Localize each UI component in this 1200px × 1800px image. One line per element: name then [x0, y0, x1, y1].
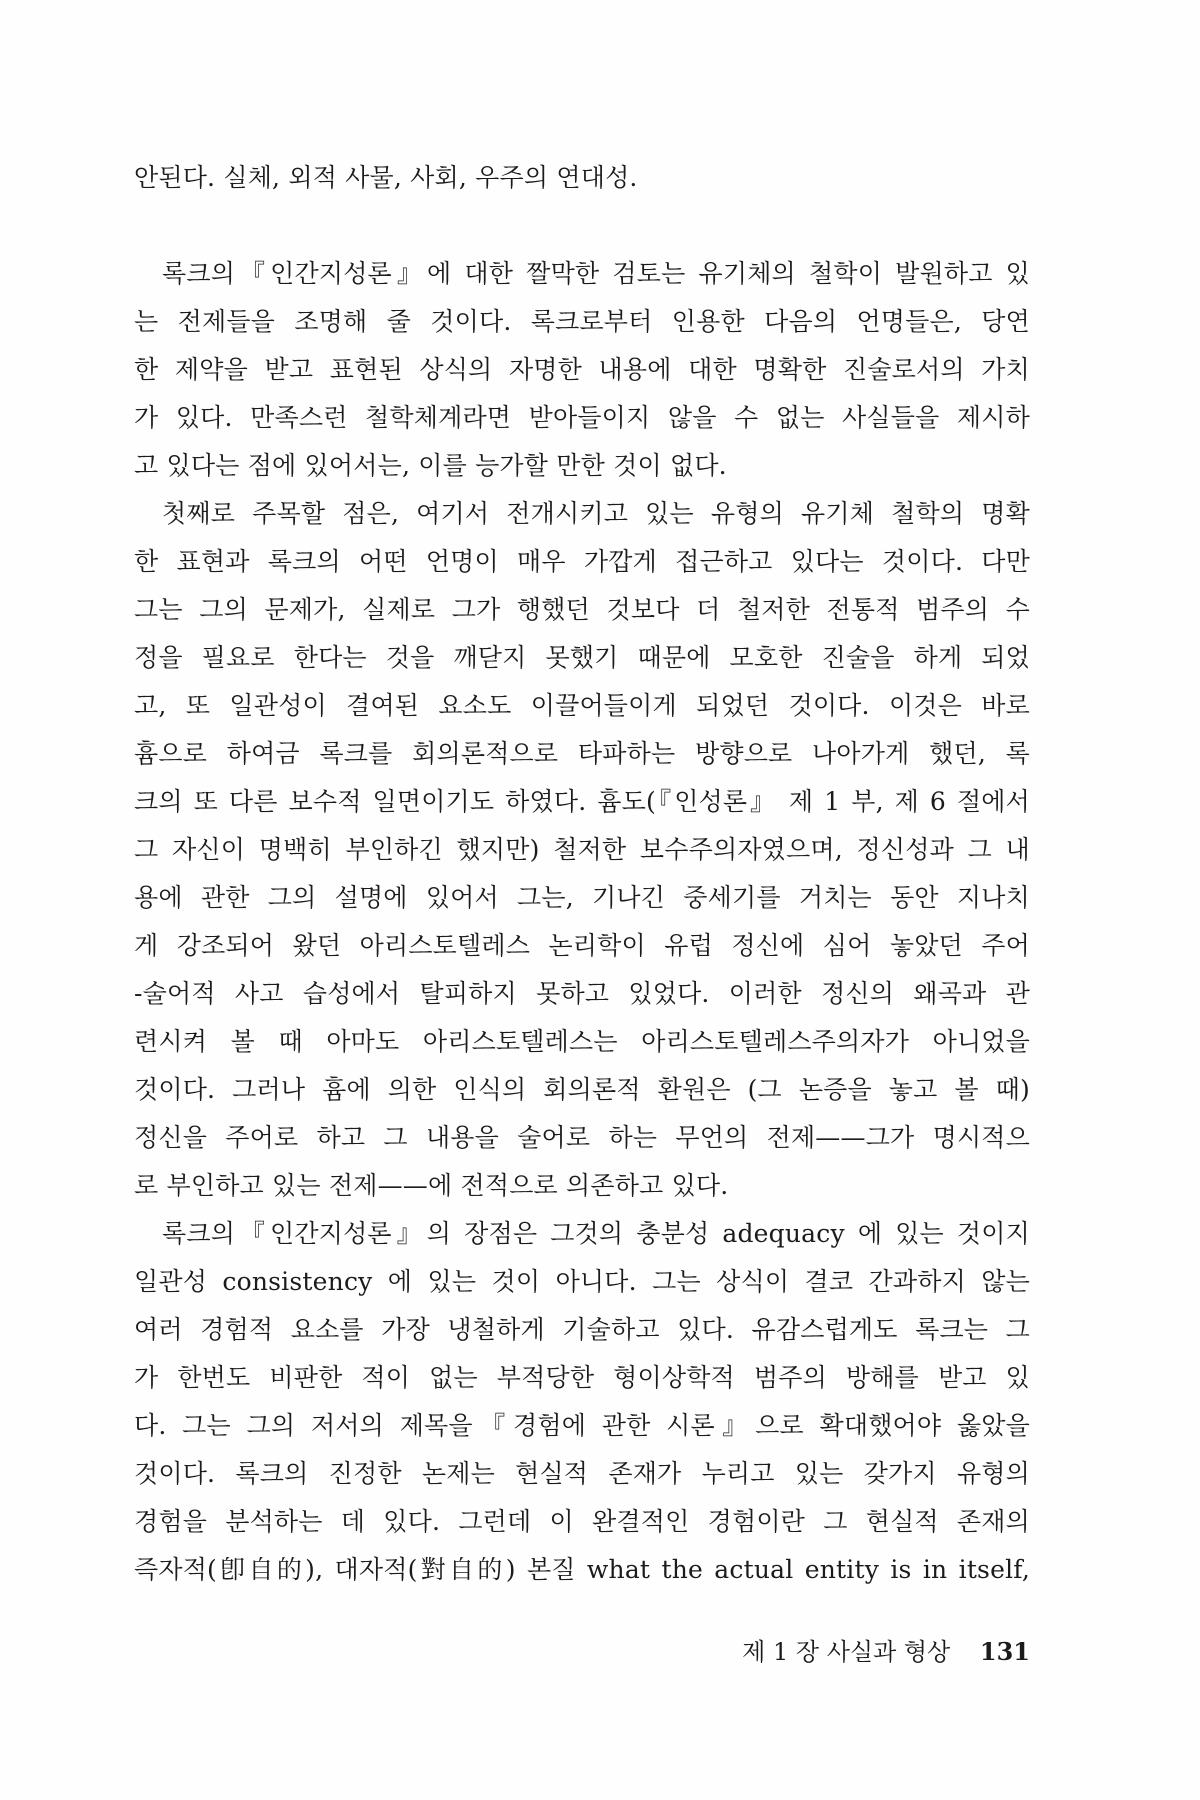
text-line: 것이다. 그러나 흄에 의한 인식의 회의론적 환원은 (그 논증을 놓고 볼 때) [134, 1075, 1030, 1104]
text-line: 록크의『인간지성론』에 대한 짤막한 검토는 유기체의 철학이 발원하고 있 [162, 259, 1030, 288]
page-number: 131 [979, 1637, 1030, 1666]
chapter-title: 제 1 장 사실과 형상 [742, 1638, 951, 1666]
text-line: 가 있다. 만족스런 철학체계라면 받아들이지 않을 수 없는 사실들을 제시하 [134, 403, 1030, 432]
paragraph-3 [134, 1210, 1030, 1594]
text-line: 정을 필요로 한다는 것을 깨닫지 못했기 때문에 모호한 진술을 하게 되었 [134, 643, 1030, 672]
text-line: 그는 그의 문제가, 실제로 그가 행했던 것보다 더 철저한 전통적 범주의 수 [134, 595, 1030, 624]
text-line: 용에 관한 그의 설명에 있어서 그는, 기나긴 중세기를 거치는 동안 지나치 [134, 883, 1030, 912]
text-line: 고 있다는 점에 있어서는, 이를 능가할 만한 것이 없다. [134, 451, 727, 480]
text-line: 그 자신이 명백히 부인하긴 했지만) 철저한 보수주의자였으며, 정신성과 그 내 [134, 835, 1030, 864]
text-line: 로 부인하고 있는 전제——에 전적으로 의존하고 있다. [134, 1171, 729, 1200]
text-line: 일관성 consistency 에 있는 것이 아니다. 그는 상식이 결코 간과하지 않는 [134, 1267, 1030, 1296]
paragraph-2 [134, 490, 1030, 1210]
text-line: 록크의『인간지성론』의 장점은 그것의 충분성 adequacy 에 있는 것이지 [162, 1219, 1030, 1248]
text-line: 련시켜 볼 때 아마도 아리스토텔레스는 아리스토텔레스주의자가 아니었을 [134, 1027, 1030, 1056]
text-line: 첫째로 주목할 점은, 여기서 전개시키고 있는 유형의 유기체 철학의 명확 [162, 499, 1030, 528]
text-line: 크의 또 다른 보수적 일면이기도 하였다. 흄도(『인성론』 제 1 부, 제 6 절에서 [134, 787, 1030, 816]
text-line: 것이다. 록크의 진정한 논제는 현실적 존재가 누리고 있는 갖가지 유형의 [134, 1459, 1030, 1488]
text-line: 여러 경험적 요소를 가장 냉철하게 기술하고 있다. 유감스럽게도 록크는 그 [134, 1315, 1030, 1344]
text-line: 경험을 분석하는 데 있다. 그런데 이 완결적인 경험이란 그 현실적 존재의 [134, 1507, 1030, 1536]
text-line: 고, 또 일관성이 결여된 요소도 이끌어들이게 되었던 것이다. 이것은 바로 [134, 691, 1030, 720]
text-line: 게 강조되어 왔던 아리스토텔레스 논리학이 유럽 정신에 심어 놓았던 주어 [134, 931, 1030, 960]
paragraph-1 [134, 250, 1030, 490]
text-line: 다. 그는 그의 저서의 제목을『경험에 관한 시론』으로 확대했어야 옳았을 [134, 1411, 1030, 1440]
text-line: 한 표현과 록크의 어떤 언명이 매우 가깝게 접근하고 있다는 것이다. 다만 [134, 547, 1030, 576]
running-footer [134, 1637, 1030, 1667]
text-line: 즉자적(卽自的), 대자적(對自的) 본질 what the actual entity is in itself, [134, 1555, 1030, 1584]
paragraph-gap [134, 202, 1030, 250]
text-line: 한 제약을 받고 표현된 상식의 자명한 내용에 대한 명확한 진술로서의 가치 [134, 355, 1030, 384]
text-line: 정신을 주어로 하고 그 내용을 술어로 하는 무언의 전제——그가 명시적으 [134, 1123, 1030, 1152]
body-text [134, 154, 1030, 1594]
continuation-line: 안된다. 실체, 외적 사물, 사회, 우주의 연대성. [134, 163, 638, 192]
text-line: 흄으로 하여금 록크를 회의론적으로 타파하는 방향으로 나아가게 했던, 록 [134, 739, 1030, 768]
text-line: -술어적 사고 습성에서 탈피하지 못하고 있었다. 이러한 정신의 왜곡과 관 [134, 979, 1030, 1008]
text-line: 는 전제들을 조명해 줄 것이다. 록크로부터 인용한 다음의 언명들은, 당연 [134, 307, 1030, 336]
text-line: 가 한번도 비판한 적이 없는 부적당한 형이상학적 범주의 방해를 받고 있 [134, 1363, 1030, 1392]
